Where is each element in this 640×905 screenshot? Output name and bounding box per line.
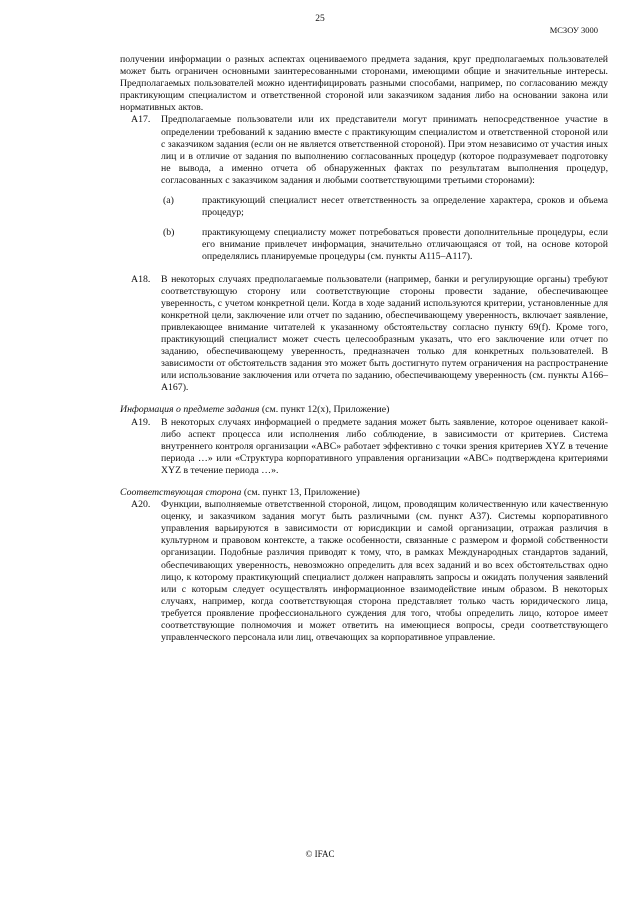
sub-item-a <box>161 195 608 219</box>
copyright-footer: © IFAC <box>305 849 335 859</box>
paragraph-number: A17. <box>131 114 151 126</box>
page-number: 25 <box>315 14 325 24</box>
sub-item-b <box>161 227 608 263</box>
sub-item-marker: (a) <box>163 195 174 207</box>
paragraph-text: В некоторых случаях информацией о предмете задания может быть заявление, которое оценивает какой-либо аспект процесса или исполнения либо соблюдение, в зависимости от критериев. Система внутреннего контроля организации «ABC» работает эффективно с точки зрения критериев XYZ в течение периода …» или «Структура корпоративного управления организации «ABC» подтверждена критериями XYZ в течение периода …». <box>161 416 608 476</box>
paragraph-text: Предполагаемые пользователи или их представители могут принимать непосредственное участие в определении требований к заданию вместе с практикующим специалистом и ответственной стороной или с заказчиком задания (если он не является ответственной стороной). При этом независимо от участия иных лиц и в отличие от задания по выполнению согласованных процедур (которое подразумевает подготовку не вывода, а именно отчета об обнаруженных фактах по результатам выполнения процедур, согласованных с заказчиком задания и любыми соответствующими третьими сторонами): <box>161 114 608 186</box>
sub-item-text: практикующий специалист несет ответственность за определение характера, сроков и объема процедур; <box>202 195 608 219</box>
section-heading-appropriate-party <box>120 487 608 499</box>
heading-italic: Информация о предмете задания <box>120 404 260 416</box>
sub-item-text: практикующему специалисту может потребоваться провести дополнительные процедуры, если его внимание привлечет информация, значительно отличающаяся от той, на основе которой определялись планируемые процедуры (см. пункты A115–A117). <box>202 227 608 263</box>
paragraph-a18 <box>120 274 608 395</box>
continuation-paragraph: получении информации о разных аспектах оцениваемого предмета задания, круг предполагаемых пользователей может быть ограничен основными заинтересованными сторонами, имеющими общие и значительные интересы. Предполагаемых пользователей можно идентифицировать разными способами, например, по согласованию между практикующим специалистом и ответственной стороной или заказчиком задания либо на основании закона или нормативных актов. <box>120 54 608 114</box>
paragraph-text: Функции, выполняемые ответственной стороной, лицом, проводящим количественную или качественную оценку, и заказчиком задания могут быть различными (см. пункт A37). Системы корпоративного управления варьируются в зависимости от юрисдикции и самой организации, отражая различия в культурном и правовом контексте, а также особенности, связанные с размером и формой собственности организации. Подобные различия приводят к тому, что, в рамках Международных стандартов заданий, обеспечивающих уверенность, невозможно определить для всех заданий и во всех обстоятельствах одно лицо, к которому практикующий специалист должен направлять запросы и ожидать получения заявлений или с которым следует осуществлять информационное взаимодействие иным образом. В некоторых случаях, например, когда соответствующая сторона представляет только часть юридического лица, требуется проявление профессионального суждения для того, чтобы определить лицо, которое имеет соответствующие полномочия и может ответить на имеющиеся вопросы, среди соответствующего управленческого персонала или лиц, отвечающих за корпоративное управление. <box>161 499 608 644</box>
sub-item-list <box>161 195 608 263</box>
paragraph-a17 <box>120 114 608 263</box>
paragraph-a20 <box>120 499 608 644</box>
sub-item-marker: (b) <box>163 227 175 239</box>
standard-identifier: МСЗОУ 3000 <box>549 25 598 35</box>
heading-italic: Соответствующая сторона <box>120 487 242 498</box>
paragraph-number: A20. <box>131 499 151 511</box>
heading-reference: (см. пункт 12(x), Приложение) <box>259 404 390 416</box>
section-heading-subject-matter <box>120 404 608 416</box>
heading-reference: (см. пункт 13, Приложение) <box>241 487 360 498</box>
paragraph-number: A18. <box>131 273 151 285</box>
page-content <box>120 54 608 654</box>
paragraph-number: A19. <box>131 416 151 428</box>
paragraph-text: В некоторых случаях предполагаемые пользователи (например, банки и регулирующие органы) требуют соответствующую сторону или соответствующие стороны провести задание, обеспечивающее уверенность, с учетом конкретной цели. Когда в ходе заданий используются критерии, установленные для конкретной цели, заключение или отчет по заданию, обеспечивающему уверенность, включает заявление, привлекающее внимание читателей к указанному обстоятельству согласно пункту 69(f). Кроме того, практикующий специалист может счесть целесообразным указать, что его заключение или отчет по заданию, обеспечивающему уверенность, предназначен только для конкретных пользователей. В зависимости от обстоятельств задания это может быть достигнуто путем ограничения на распространение или использование заключения или отчета по заданию, обеспечивающему уверенность (см. пункты A166–A167). <box>161 273 608 394</box>
paragraph-a19 <box>120 417 608 477</box>
